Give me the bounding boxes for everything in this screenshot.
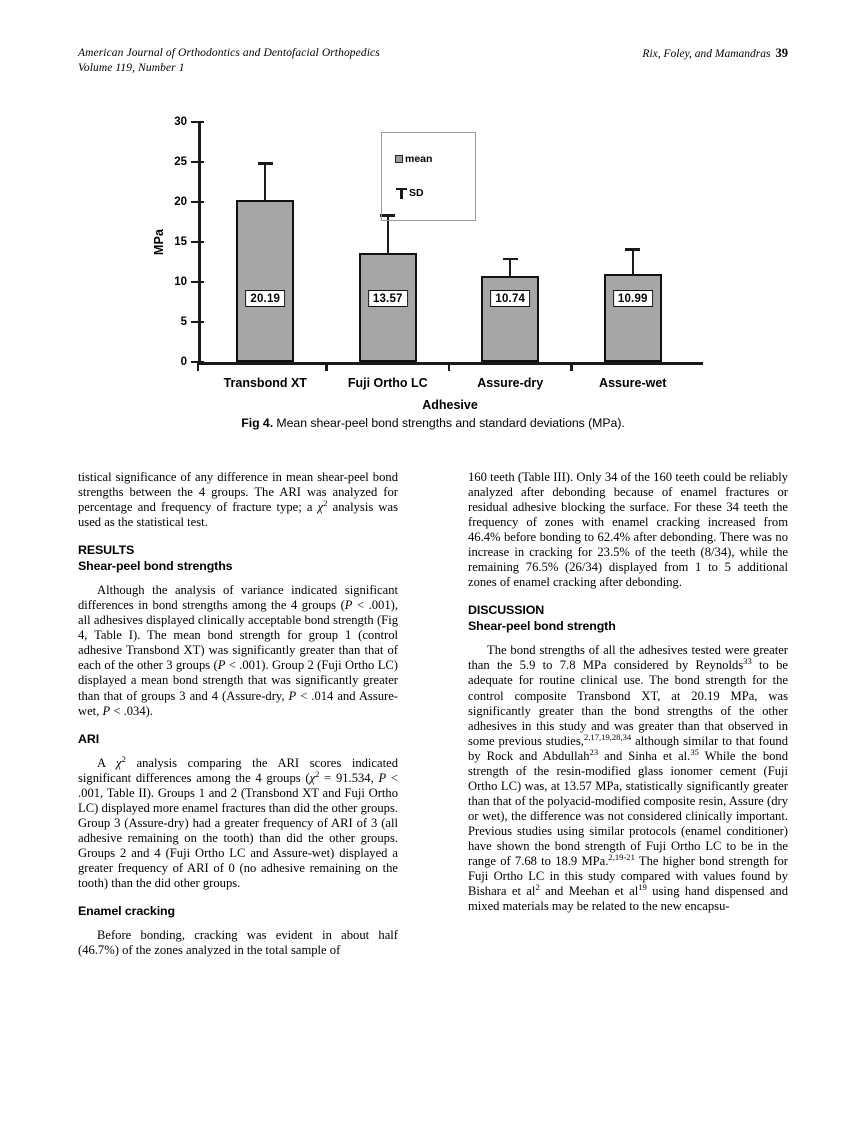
- legend-label-mean: mean: [405, 153, 433, 165]
- sd-errorbar-icon: [396, 188, 407, 199]
- figure-caption: [78, 416, 788, 430]
- heading-discussion: DISCUSSION: [468, 603, 545, 618]
- bar-chart: [78, 110, 788, 410]
- y-tick: [191, 281, 204, 283]
- reference-marker: 23: [589, 746, 599, 757]
- par-text: Although the analysis of variance indicated significant differences in bond strengths among the 4 groups (: [78, 583, 398, 613]
- chi-symbol: χ: [116, 755, 122, 770]
- par-text: and Sinha et al.: [598, 748, 691, 763]
- y-tick: [191, 201, 204, 203]
- par-text: < .034).: [110, 703, 153, 718]
- par-text: < .001), all adhesives displayed clinically acceptable bond strength (Fig 4, Table I). The mean bond strength for group 1 (control adhesive Transbond XT) was significantly greater than that of each of the other 3 groups (: [78, 598, 398, 673]
- paragraph-enamel-cracking: Before bonding, cracking was evident in about half (46.7%) of the zones analyzed in the total sample of: [78, 928, 398, 958]
- par-text: to be adequate for routine clinical use. The bond strength for the control composite Transbond XT, at 20.19 MPa, was significantly greater than the bond strengths of the other adhesives in this study and was greater than that observed in some previous studies,: [468, 658, 788, 748]
- heading-shear-peel-bond-strength: Shear-peel bond strength: [468, 619, 616, 634]
- error-bar-cap: [625, 248, 640, 251]
- author-list: Rix, Foley, and Mamandras: [642, 48, 771, 60]
- journal-name: American Journal of Orthodontics and Dentofacial Orthopedics: [78, 47, 380, 59]
- figure-caption-label: Fig 4.: [241, 416, 274, 430]
- journal-volume: Volume 119, Number 1: [78, 62, 185, 74]
- legend-label-sd: SD: [409, 187, 424, 199]
- reference-marker: 33: [743, 656, 752, 667]
- heading-shear-peel-bond-strengths: Shear-peel bond strengths: [78, 559, 233, 574]
- paragraph-enamel-continuation: 160 teeth (Table III). Only 34 of the 160 teeth could be reliably analyzed after debonding because of enamel fractures or residual adhesive blocking the surface. For these 34 teeth the frequency of zones with enamel cracking increased from 46.4% before bonding to 62.4% after debonding. There was no increase in cracking for 23.5% of the teeth (8/34), while the remaining 76.5% (26/34) displayed from 1 to 5 additional zones of enamel cracking after debonding.: [468, 470, 788, 590]
- y-tick: [191, 161, 204, 163]
- paragraph-discussion: [468, 643, 788, 914]
- body-columns: [78, 470, 788, 1050]
- italic-p: P: [378, 770, 387, 785]
- error-bar-stem: [264, 162, 266, 200]
- bar-value-label: 10.99: [613, 290, 653, 307]
- y-tick: [191, 241, 204, 243]
- error-bar-stem: [632, 248, 634, 274]
- italic-p: P: [288, 688, 297, 703]
- error-bar-cap: [258, 162, 273, 165]
- par-text: The higher bond strength for Fuji Ortho LC in this study compared with values found by Bishara et al: [468, 854, 789, 899]
- mean-swatch-icon: [395, 155, 403, 163]
- chi-exponent: 2: [121, 753, 126, 764]
- paragraph-results: [78, 583, 398, 718]
- error-bar-stem: [509, 258, 511, 276]
- column-right: [468, 470, 788, 914]
- x-axis-origin-tick: [197, 362, 199, 371]
- bar-value-label: 13.57: [368, 290, 408, 307]
- par-text-tail: analysis was used as the statistical test.: [78, 500, 398, 530]
- y-tick: [191, 321, 204, 323]
- x-axis-separator-tick: [570, 362, 572, 371]
- reference-marker: 2,19-21: [608, 851, 635, 862]
- par-text: although similar to that found by Rock and Abdullah: [468, 733, 788, 763]
- paragraph-continuation: [78, 470, 398, 530]
- par-text: analysis comparing the ARI scores indicated significant differences among the 4 groups (: [78, 755, 398, 785]
- italic-p: P: [344, 598, 353, 613]
- y-tick-label: 5: [180, 316, 187, 328]
- par-text: and Meehan et al: [539, 884, 639, 899]
- page-number: 39: [775, 46, 788, 60]
- y-axis-title: MPa: [152, 228, 167, 256]
- bar-value-label: 10.74: [490, 290, 530, 307]
- reference-marker: 2: [535, 881, 540, 892]
- reference-marker: 19: [638, 881, 647, 892]
- italic-p: P: [102, 703, 111, 718]
- x-axis-title: Adhesive: [422, 398, 478, 412]
- y-tick-label: 30: [174, 116, 187, 128]
- legend-item-sd: [396, 188, 424, 199]
- chi-exponent: 2: [323, 497, 328, 508]
- chi-exponent: 2: [315, 768, 320, 779]
- figure-4: [78, 110, 788, 430]
- par-text: = 91.534,: [319, 770, 379, 785]
- par-text: The bond strengths of all the adhesives tested were greater than the 5.9 to 7.8 MPa considered by Reynolds: [468, 643, 788, 673]
- heading-ari: ARI: [78, 731, 100, 746]
- x-tick-label: Transbond XT: [223, 376, 307, 390]
- bar: [359, 253, 417, 362]
- y-tick-label: 15: [174, 236, 187, 248]
- par-text: tistical significance of any difference in mean shear-peel bond strengths between the 4 groups. The ARI was analyzed for percentage and frequency of fracture type; a: [78, 470, 398, 515]
- reference-marker: 35: [690, 746, 699, 757]
- authors-and-page: [642, 46, 788, 62]
- running-head: [78, 46, 788, 80]
- heading-enamel-cracking: Enamel cracking: [78, 904, 175, 919]
- x-axis-separator-tick: [448, 362, 450, 371]
- legend-item-mean: [395, 153, 432, 165]
- bar: [481, 276, 539, 362]
- par-text: < .014 and Assure-wet,: [78, 688, 398, 718]
- bar: [604, 274, 662, 362]
- y-tick-label: 10: [174, 276, 187, 288]
- y-tick-label: 0: [180, 356, 187, 368]
- italic-p: P: [217, 658, 226, 673]
- y-tick-label: 20: [174, 196, 187, 208]
- par-text: A: [97, 755, 117, 770]
- chart-legend: [381, 132, 476, 221]
- heading-results: RESULTS: [78, 543, 135, 558]
- par-text: using hand dispensed and mixed materials may be related to the new encapsu-: [468, 884, 788, 914]
- chi-symbol: χ: [317, 500, 324, 515]
- par-text: < .001, Table II). Groups 1 and 2 (Transbond XT and Fuji Ortho LC) displayed more enamel fractures than did the other groups. Group 3 (Assure-dry) had a greater frequency of ARI of 3 (all adhesive remaining on the tooth) than did the other groups. Groups 2 and 4 (Fuji Ortho LC and Assure-wet) displayed a greater frequency of ARI of 0 (no adhesive remaining on the tooth) than the did other groups.: [78, 770, 398, 890]
- figure-caption-text: Mean shear-peel bond strengths and standard deviations (MPa).: [273, 416, 625, 430]
- par-text: < .001). Group 2 (Fuji Ortho LC) displayed a mean bond strength that was significantly greater than that of groups 3 and 4 (Assure-dry,: [78, 658, 398, 703]
- x-axis-line: [198, 362, 703, 365]
- par-text: While the bond strength of the resin-modified glass ionomer cement (Fuji Ortho LC) was, at 13.57 MPa, statistically significantly greater than that of the polyacid-modified composite resin, Assure (dry or wet), the difference was not considered clinically important. Previous studies using similar protocols (enamel conditioner) have shown the bond strength of Fuji Ortho LC to be in the range of 7.68 to 18.9 MPa.: [468, 748, 789, 869]
- error-bar-cap: [503, 258, 518, 261]
- x-axis-separator-tick: [325, 362, 327, 371]
- bar-value-label: 20.19: [245, 290, 285, 307]
- reference-marker: 2,17,19,28,34: [583, 731, 632, 742]
- paragraph-ari: [78, 753, 398, 891]
- journal-title-block: [78, 46, 380, 76]
- x-tick-label: Assure-wet: [599, 376, 667, 390]
- column-left: [78, 470, 398, 958]
- y-tick-label: 25: [174, 156, 187, 168]
- chi-symbol: χ: [309, 770, 316, 785]
- x-tick-label: Fuji Ortho LC: [347, 376, 428, 390]
- bar: [236, 200, 294, 362]
- x-tick-label: Assure-dry: [477, 376, 544, 390]
- y-tick: [191, 121, 204, 123]
